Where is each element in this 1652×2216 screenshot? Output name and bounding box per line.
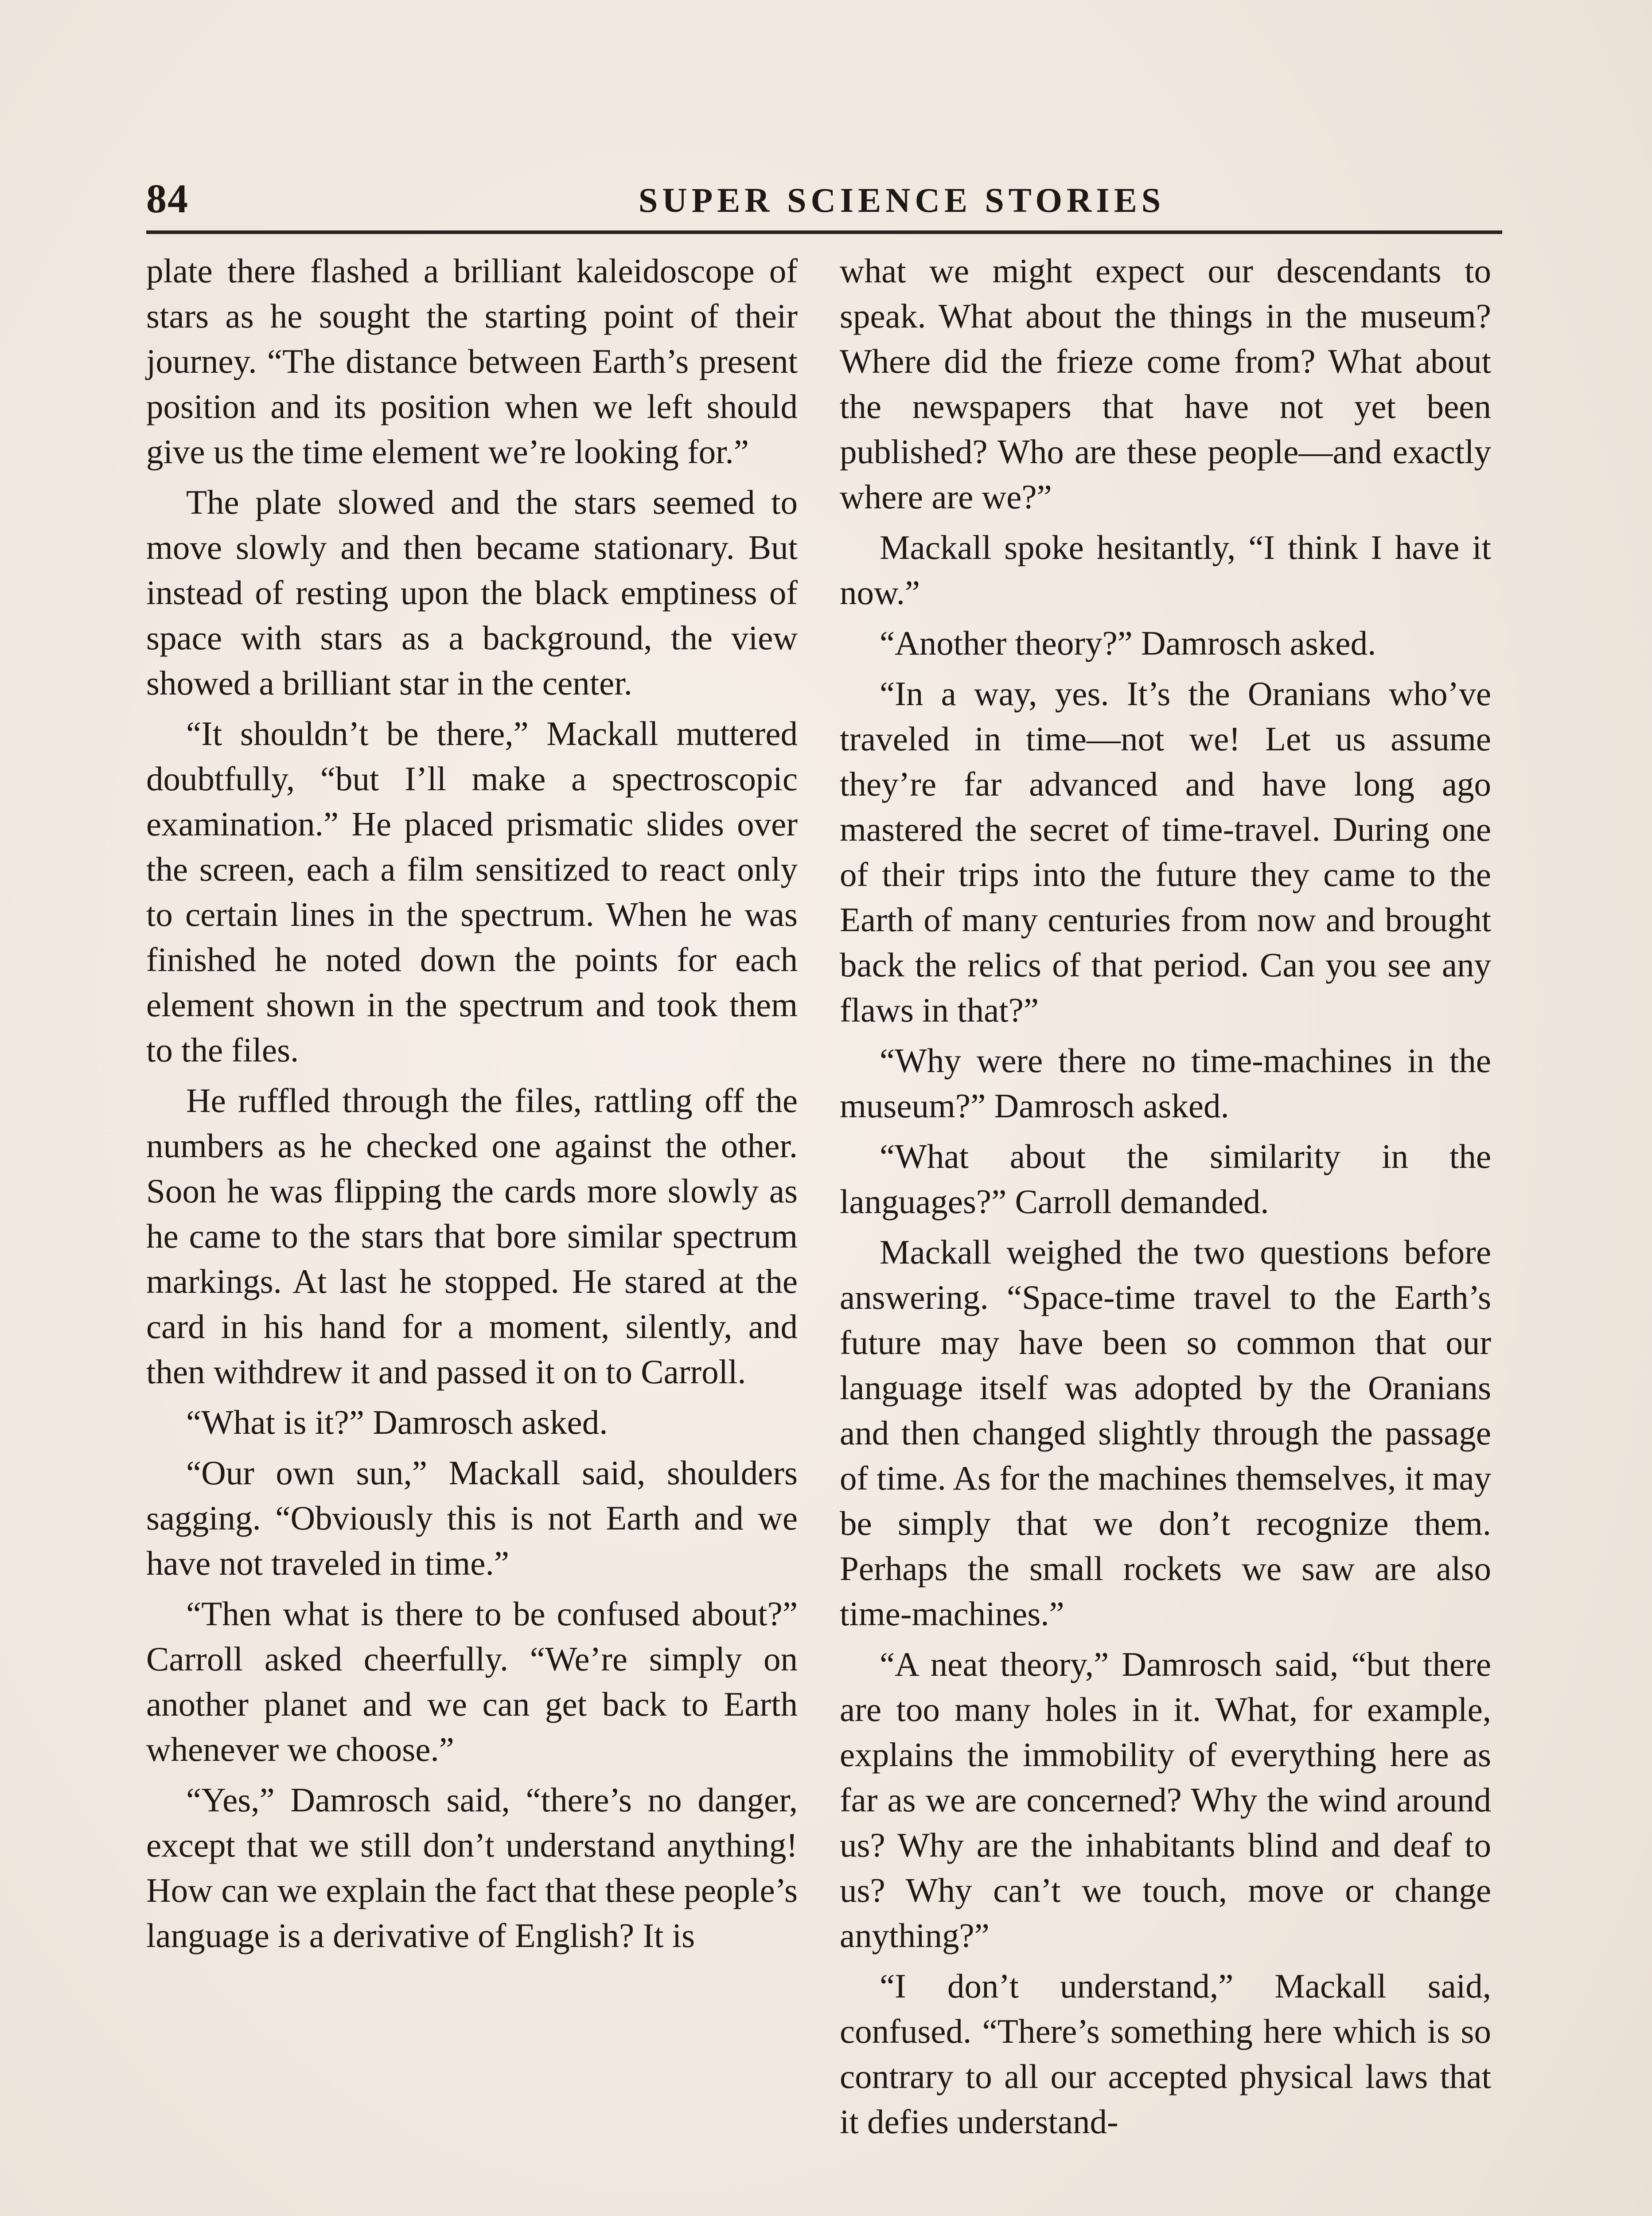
paragraph: plate there flashed a brilliant kaleidoscope of stars as he sought the starting point of their journey. “The distance between Earth’s present position and its position when we left should give us the time element we’re looking for.” xyxy=(146,252,798,471)
paragraph: “I don’t understand,” Mackall said, confused. “There’s something here which is so contrary to all our accepted physical laws that it defies understand- xyxy=(840,1967,1491,2141)
paragraph: “What about the similarity in the languages?” Carroll demanded. xyxy=(840,1137,1491,1221)
right-column xyxy=(840,248,1491,2150)
left-column xyxy=(146,248,798,1963)
paragraph: “Yes,” Damrosch said, “there’s no danger, except that we still don’t understand anything! How can we explain the fact that these people’s language is a derivative of English? It is xyxy=(146,1781,798,1955)
page-header xyxy=(146,175,1502,228)
paragraph: what we might expect our descendants to speak. What about the things in the museum? Where did the frieze come from? What about the newspapers that have not yet been published? Who are these people—and exactly where are we?” xyxy=(840,252,1491,516)
header-rule xyxy=(146,230,1502,234)
paragraph: “What is it?” Damrosch asked. xyxy=(186,1403,608,1441)
paragraph: “In a way, yes. It’s the Oranians who’ve traveled in time—not we! Let us assume they’re far advanced and have long ago mastered the secret of time-travel. During one of their trips into the future they came to the Earth of many centuries from now and brought back the relics of that period. Can you see any flaws in that?” xyxy=(840,675,1491,1029)
paragraph: “A neat theory,” Damrosch said, “but there are too many holes in it. What, for example, explains the immobility of everything here as far as we are concerned? Why the wind around us? Why are the inhabitants blind and deaf to us? Why can’t we touch, move or change anything?” xyxy=(840,1645,1491,1955)
paragraph: “Our own sun,” Mackall said, shoulders sagging. “Obviously this is not Earth and we have not traveled in time.” xyxy=(146,1454,798,1582)
paragraph: He ruffled through the files, rattling off the numbers as he checked one against the other. Soon he was flipping the cards more slowly as he came to the stars that bore similar spectrum markings. At last he stopped. He stared at the card in his hand for a moment, silently, and then withdrew it and passed it on to Carroll. xyxy=(146,1081,798,1391)
page-number: 84 xyxy=(146,176,189,221)
paragraph: “Then what is there to be confused about?” Carroll asked cheerfully. “We’re simply on another planet and we can get back to Earth whenever we choose.” xyxy=(146,1595,798,1768)
paragraph: Mackall spoke hesitantly, “I think I have it now.” xyxy=(840,528,1491,612)
paragraph: “Why were there no time-machines in the museum?” Damrosch asked. xyxy=(840,1042,1491,1125)
paragraph: The plate slowed and the stars seemed to move slowly and then became stationary. But instead of resting upon the black emptiness of space with stars as a background, the view showed a brilliant star in the center. xyxy=(146,483,798,702)
paragraph: “Another theory?” Damrosch asked. xyxy=(880,624,1376,662)
paragraph: Mackall weighed the two questions before answering. “Space-time travel to the Earth’s future may have been so common that our language itself was adopted by the Oranians and then changed slightly through the passage of time. As for the machines themselves, it may be simply that we don’t recognize them. Perhaps the small rockets we saw are also time-machines.” xyxy=(840,1233,1491,1633)
paragraph: “It shouldn’t be there,” Mackall muttered doubtfully, “but I’ll make a spectroscopic examination.” He placed prismatic slides over the screen, each a film sensitized to react only to certain lines in the spectrum. When he was finished he noted down the points for each element shown in the spectrum and took them to the files. xyxy=(146,714,798,1069)
running-title: SUPER SCIENCE STORIES xyxy=(638,181,1165,219)
